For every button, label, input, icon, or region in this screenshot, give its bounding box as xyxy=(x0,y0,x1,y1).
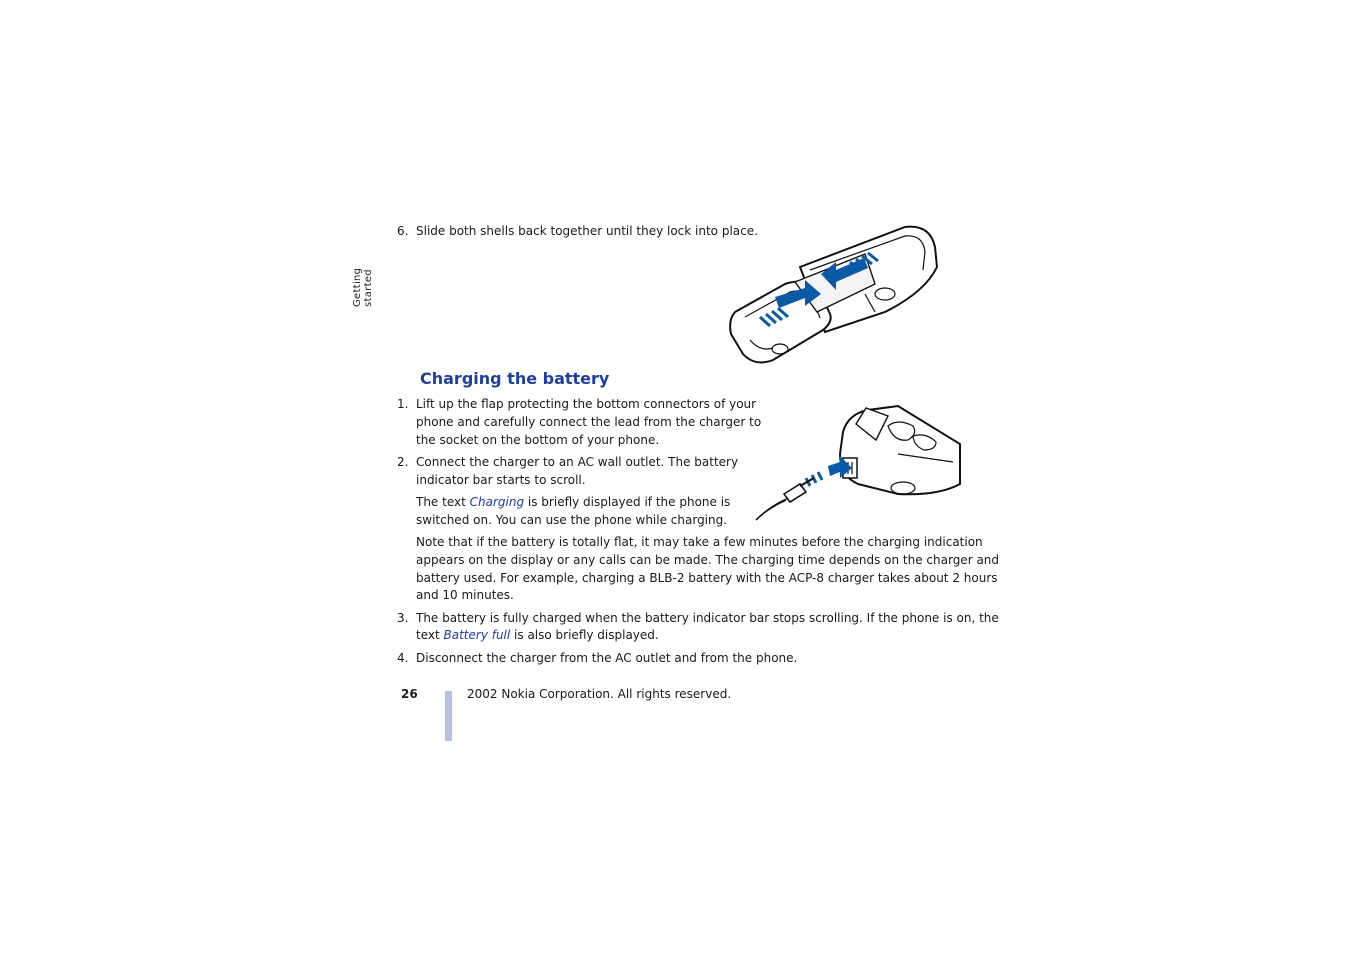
flat-note-line-4: and 10 minutes. xyxy=(416,588,514,602)
battery-full-display-text: Battery full xyxy=(443,628,511,642)
phone-shells-illustration xyxy=(725,222,945,367)
flat-note-line-2: appears on the display or any calls can be made. The charging time depends on the charger and xyxy=(416,553,1000,567)
step-6-text: Slide both shells back together until they lock into place. xyxy=(416,224,758,238)
step-6-number: 6. xyxy=(397,224,409,238)
step-4-text: Disconnect the charger from the AC outlet and from the phone. xyxy=(416,651,798,665)
footer-accent-bar xyxy=(445,691,452,741)
flat-note-line-3: battery used. For example, charging a BLB-2 battery with the ACP-8 charger takes about 2 hours xyxy=(416,571,998,585)
step-2-line-2: indicator bar starts to scroll. xyxy=(416,473,586,487)
section-side-label: Getting started xyxy=(352,267,374,307)
step-3-suffix: is also briefly displayed. xyxy=(510,628,659,642)
step-1-line-3: the socket on the bottom of your phone. xyxy=(416,433,660,447)
step-2-line-1: Connect the charger to an AC wall outlet. The battery xyxy=(416,455,739,469)
charger-connection-illustration xyxy=(748,404,962,526)
flat-note-line-1: Note that if the battery is totally flat, it may take a few minutes before the charging indication xyxy=(416,535,983,549)
step-1-number: 1. xyxy=(397,397,409,411)
step-3-line-2 xyxy=(416,626,659,644)
charging-note-suffix: is briefly displayed if the phone is xyxy=(524,495,731,509)
page-number: 26 xyxy=(401,687,418,701)
step-4-number: 4. xyxy=(397,651,409,665)
step-1-line-1: Lift up the flap protecting the bottom connectors of your xyxy=(416,397,757,411)
charging-note-line-1 xyxy=(416,493,730,511)
step-2-number: 2. xyxy=(397,455,409,469)
charging-note-line-2: switched on. You can use the phone while charging. xyxy=(416,513,728,527)
step-3-prefix: text xyxy=(416,628,444,642)
step-3-number: 3. xyxy=(397,611,409,625)
charging-display-text: Charging xyxy=(469,495,525,509)
step-3-line-1: The battery is fully charged when the battery indicator bar stops scrolling. If the phone is on, the xyxy=(416,611,999,625)
footer-copyright: 2002 Nokia Corporation. All rights reserved. xyxy=(467,687,732,701)
section-heading: Charging the battery xyxy=(420,369,610,388)
step-1-line-2: phone and carefully connect the lead from the charger to xyxy=(416,415,762,429)
charging-note-prefix: The text xyxy=(416,495,470,509)
